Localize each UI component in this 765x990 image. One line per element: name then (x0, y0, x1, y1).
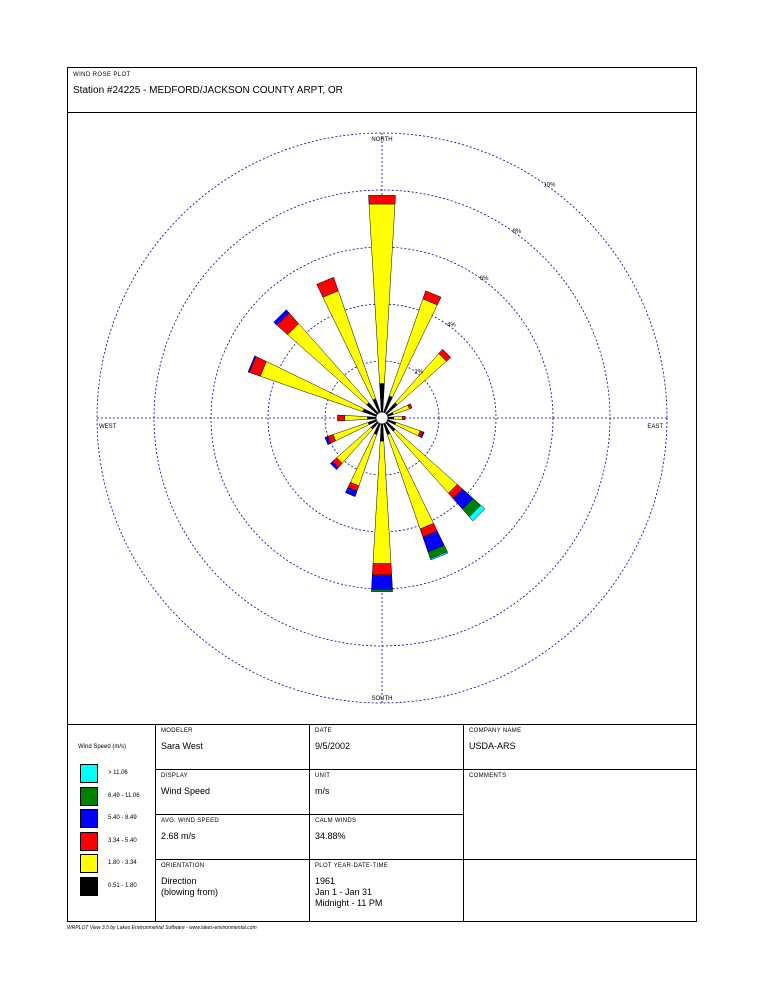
legend-item (80, 832, 160, 851)
rose-petals (248, 195, 485, 591)
software-credit: WRPLOT View 3.5 by Lakes Environmental Software - www.lakes-environmental.com (67, 925, 257, 931)
petal-180-bin-3 (372, 575, 393, 589)
unit-cell (310, 770, 464, 815)
legend-label: 3.34 - 5.40 (108, 837, 137, 844)
petal-180-bin-1 (373, 441, 391, 563)
report-header (68, 68, 696, 113)
petal-90-bin-2 (402, 416, 405, 420)
orientation-cell (156, 860, 310, 922)
west-label: WEST (99, 424, 117, 430)
legend-item (80, 787, 160, 806)
petal-0-deg (369, 195, 396, 412)
modeler-cell (156, 725, 310, 770)
petal-0-bin-2 (369, 195, 396, 204)
south-label: SOUTH (371, 696, 393, 702)
company-value: USDA-ARS (469, 741, 516, 751)
legend-label: 0.51 - 1.80 (108, 882, 137, 889)
petal-157.5-deg (384, 423, 448, 560)
legend-swatch (80, 832, 98, 851)
unit-value: m/s (315, 786, 330, 796)
petal-180-bin-2 (372, 564, 391, 575)
date-cell (310, 725, 464, 770)
comments-cell (464, 770, 696, 860)
ring-label-8: 8% (512, 229, 522, 236)
petal-270-bin-2 (338, 415, 345, 421)
legend-swatch (80, 877, 98, 896)
ring-label-4: 4% (447, 322, 456, 329)
calm-winds-cell (310, 815, 464, 860)
petal-90-bin-1 (394, 416, 403, 419)
period-value (315, 876, 382, 909)
modeler-value: Sara West (161, 741, 203, 751)
petal-90-deg (388, 416, 405, 420)
date-caption: DATE (315, 728, 332, 734)
info-panel (68, 724, 696, 922)
petal-270-bin-1 (345, 415, 368, 420)
legend-title: Wind Speed (m/s) (78, 744, 127, 750)
legend-label: > 11.06 (108, 770, 128, 776)
period-caption: PLOT YEAR-DATE-TIME (315, 863, 389, 869)
avg-speed-cell (156, 815, 310, 860)
orientation-caption: ORIENTATION (161, 863, 205, 869)
period-time: Midnight - 11 PM (315, 898, 383, 908)
calm-winds-caption: CALM WINDS (315, 818, 357, 824)
display-value: Wind Speed (161, 786, 211, 796)
petal-180-deg (371, 424, 392, 592)
north-label: NORTH (371, 137, 393, 143)
legend-label: 5.40 - 8.49 (108, 815, 137, 821)
legend-swatch (80, 809, 98, 828)
company-caption: COMPANY NAME (469, 728, 522, 734)
legend-item (80, 854, 160, 873)
legend-swatch (80, 764, 98, 783)
legend-label: 8.49 - 11.06 (108, 792, 140, 799)
comments-caption: COMMENTS (469, 773, 507, 779)
period-cell (310, 860, 464, 922)
petal-0-bin-1 (369, 204, 395, 384)
petal-22.5-deg (384, 291, 442, 413)
legend-swatch (80, 854, 98, 873)
petal-0-bin-0 (380, 384, 385, 413)
avg-speed-value: 2.68 m/s (161, 831, 196, 841)
calm-circle (376, 412, 388, 424)
calm-winds-value: 34.88% (315, 831, 346, 841)
period-dates: Jan 1 - Jan 31 (315, 887, 373, 897)
legend-label: 1.80 - 3.34 (108, 860, 137, 866)
report-frame (67, 67, 697, 922)
legend-swatch (80, 787, 98, 806)
display-caption: DISPLAY (161, 773, 188, 779)
orientation-value (161, 876, 218, 898)
company-cell (464, 725, 696, 770)
display-cell (156, 770, 310, 815)
legend-item (80, 877, 160, 896)
petal-270-bin-0 (367, 417, 376, 420)
ring-label-2: 2% (414, 369, 424, 376)
legend-item (80, 809, 160, 828)
orientation-line-1: Direction (161, 876, 197, 886)
petal-270-deg (338, 415, 377, 421)
legend (68, 725, 156, 922)
wind-rose-chart (68, 113, 696, 724)
plot-title: WIND ROSE PLOT (73, 72, 131, 78)
legend-item (80, 764, 160, 783)
orientation-line-2: (blowing from) (161, 887, 219, 897)
ring-label-6: 6% (479, 275, 489, 282)
avg-speed-caption: AVG. WIND SPEED (161, 818, 220, 824)
station-name: Station #24225 - MEDFORD/JACKSON COUNTY ARPT, OR (73, 85, 343, 96)
period-year: 1961 (315, 876, 336, 886)
date-value: 9/5/2002 (315, 741, 351, 751)
modeler-caption: MODELER (161, 728, 193, 734)
petal-180-bin-4 (371, 589, 392, 591)
ring-label-10: 10% (543, 182, 556, 189)
east-label: EAST (647, 424, 663, 430)
petal-90-bin-0 (388, 417, 394, 419)
wind-rose-plot (68, 113, 696, 724)
petal-180-bin-0 (380, 424, 384, 441)
petal-202.5-bin-1 (350, 434, 376, 486)
unit-caption: UNIT (315, 773, 331, 779)
